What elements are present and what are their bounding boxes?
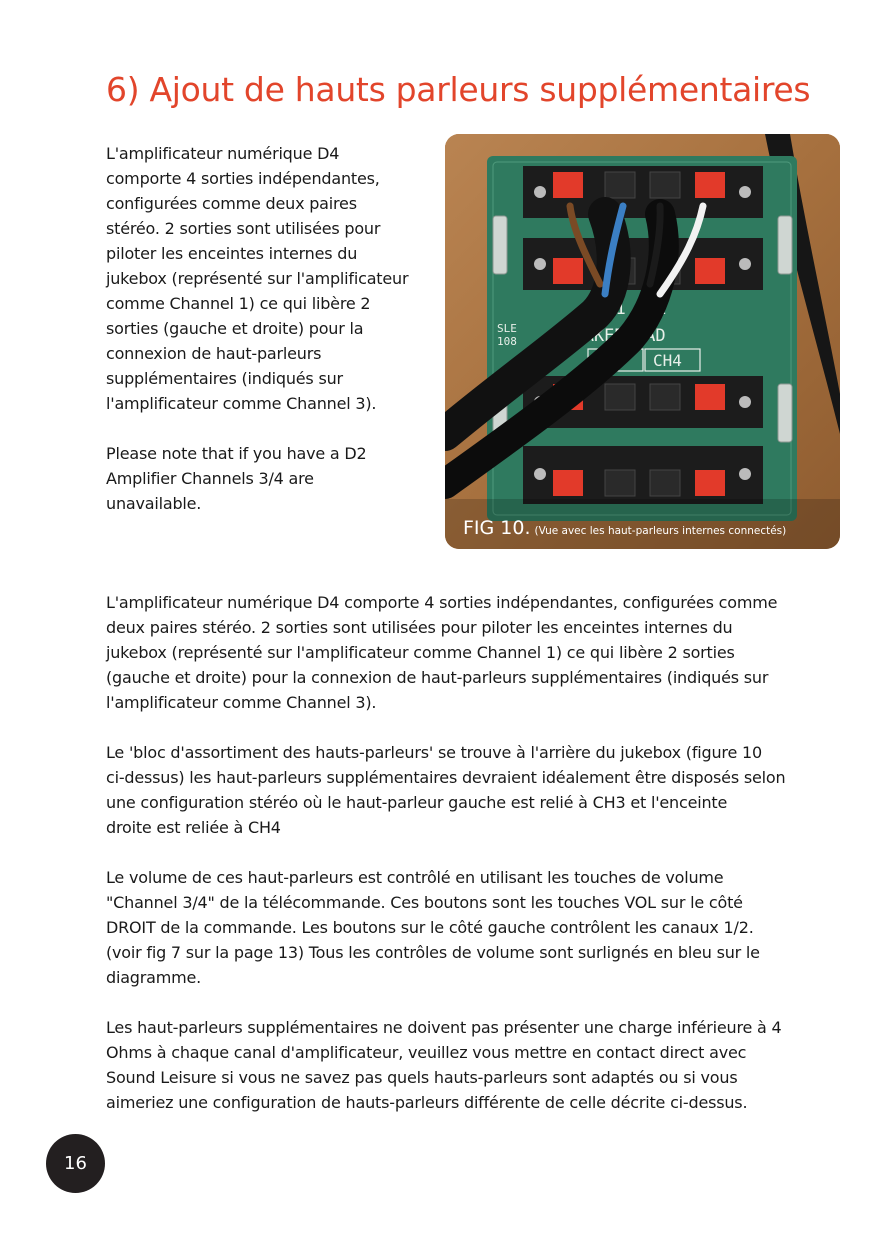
- main-text: [106, 590, 831, 1115]
- board-label-code: 108: [497, 335, 517, 348]
- figure-note: (Vue avec les haut-parleurs internes connectés): [534, 525, 787, 537]
- page-number-badge: 16: [46, 1134, 105, 1193]
- intro-paragraph: L'amplificateur numérique D4 comporte 4 sorties indépendantes, configurées comme deux paires stéréo. 2 sorties sont utilisées pour piloter les enceintes internes du jukebox (représenté sur l'amplificateur comme Channel 1) ce qui libère 2 sorties (gauche et droite) pour la connexion de haut-parleurs supplémentaires (indiqués sur l'amplificateur comme Channel 3).: [106, 144, 409, 413]
- intro-column: [106, 141, 436, 516]
- board-label-ch1-ch2: CH1 CH2: [595, 299, 667, 319]
- figure-caption: [463, 517, 786, 539]
- speaker-pad-photo: [445, 134, 840, 549]
- d2-note-paragraph: Please note that if you have a D2 Amplifier Channels 3/4 are unavailable.: [106, 444, 367, 513]
- main-paragraph-4: Les haut-parleurs supplémentaires ne doivent pas présenter une charge inférieure à 4 Ohms à chaque canal d'amplificateur, veuillez vous mettre en contact direct avec Sound Leisure si vous ne savez pas quels hauts-parleurs sont adaptés ou si vous aimeriez une configuration de hauts-parleurs différente de celle décrite ci-dessus.: [106, 1018, 782, 1112]
- figure-label: FIG 10.: [463, 517, 531, 539]
- board-label-ch3: CH3: [597, 351, 626, 370]
- main-paragraph-3: Le volume de ces haut-parleurs est contrôlé en utilisant les touches de volume "Channel 3/4" de la télécommande. Ces boutons sont les touches VOL sur le côté DROIT de la commande. Les boutons sur le côté gauche contrôlent les canaux 1/2. (voir fig 7 sur la page 13) Tous les contrôles de volume sont surlignés en bleu sur le diagramme.: [106, 868, 760, 987]
- board-label-sle: SLE: [497, 322, 517, 335]
- main-paragraph-1: L'amplificateur numérique D4 comporte 4 sorties indépendantes, configurées comme deux paires stéréo. 2 sorties sont utilisées pour piloter les enceintes internes du jukebox (représenté sur l'amplificateur comme Channel 1) ce qui libère 2 sorties (gauche et droite) pour la connexion de haut-parleurs supplémentaires (indiqués sur l'amplificateur comme Channel 3).: [106, 593, 778, 712]
- page-title: 6) Ajout de hauts parleurs supplémentaires: [106, 70, 811, 109]
- speaker-pad-illustration: [445, 134, 840, 549]
- main-paragraph-2: Le 'bloc d'assortiment des hauts-parleurs' se trouve à l'arrière du jukebox (figure 10 ci-dessus) les haut-parleurs supplémentaires devraient idéalement être disposés selon une configuration stéréo où le haut-parleur gauche est relié à CH3 et l'enceinte droite est reliée à CH4: [106, 743, 786, 837]
- board-label-speaker-pad: SPEAKER PAD: [553, 326, 666, 346]
- board-label-ch4: CH4: [653, 351, 682, 370]
